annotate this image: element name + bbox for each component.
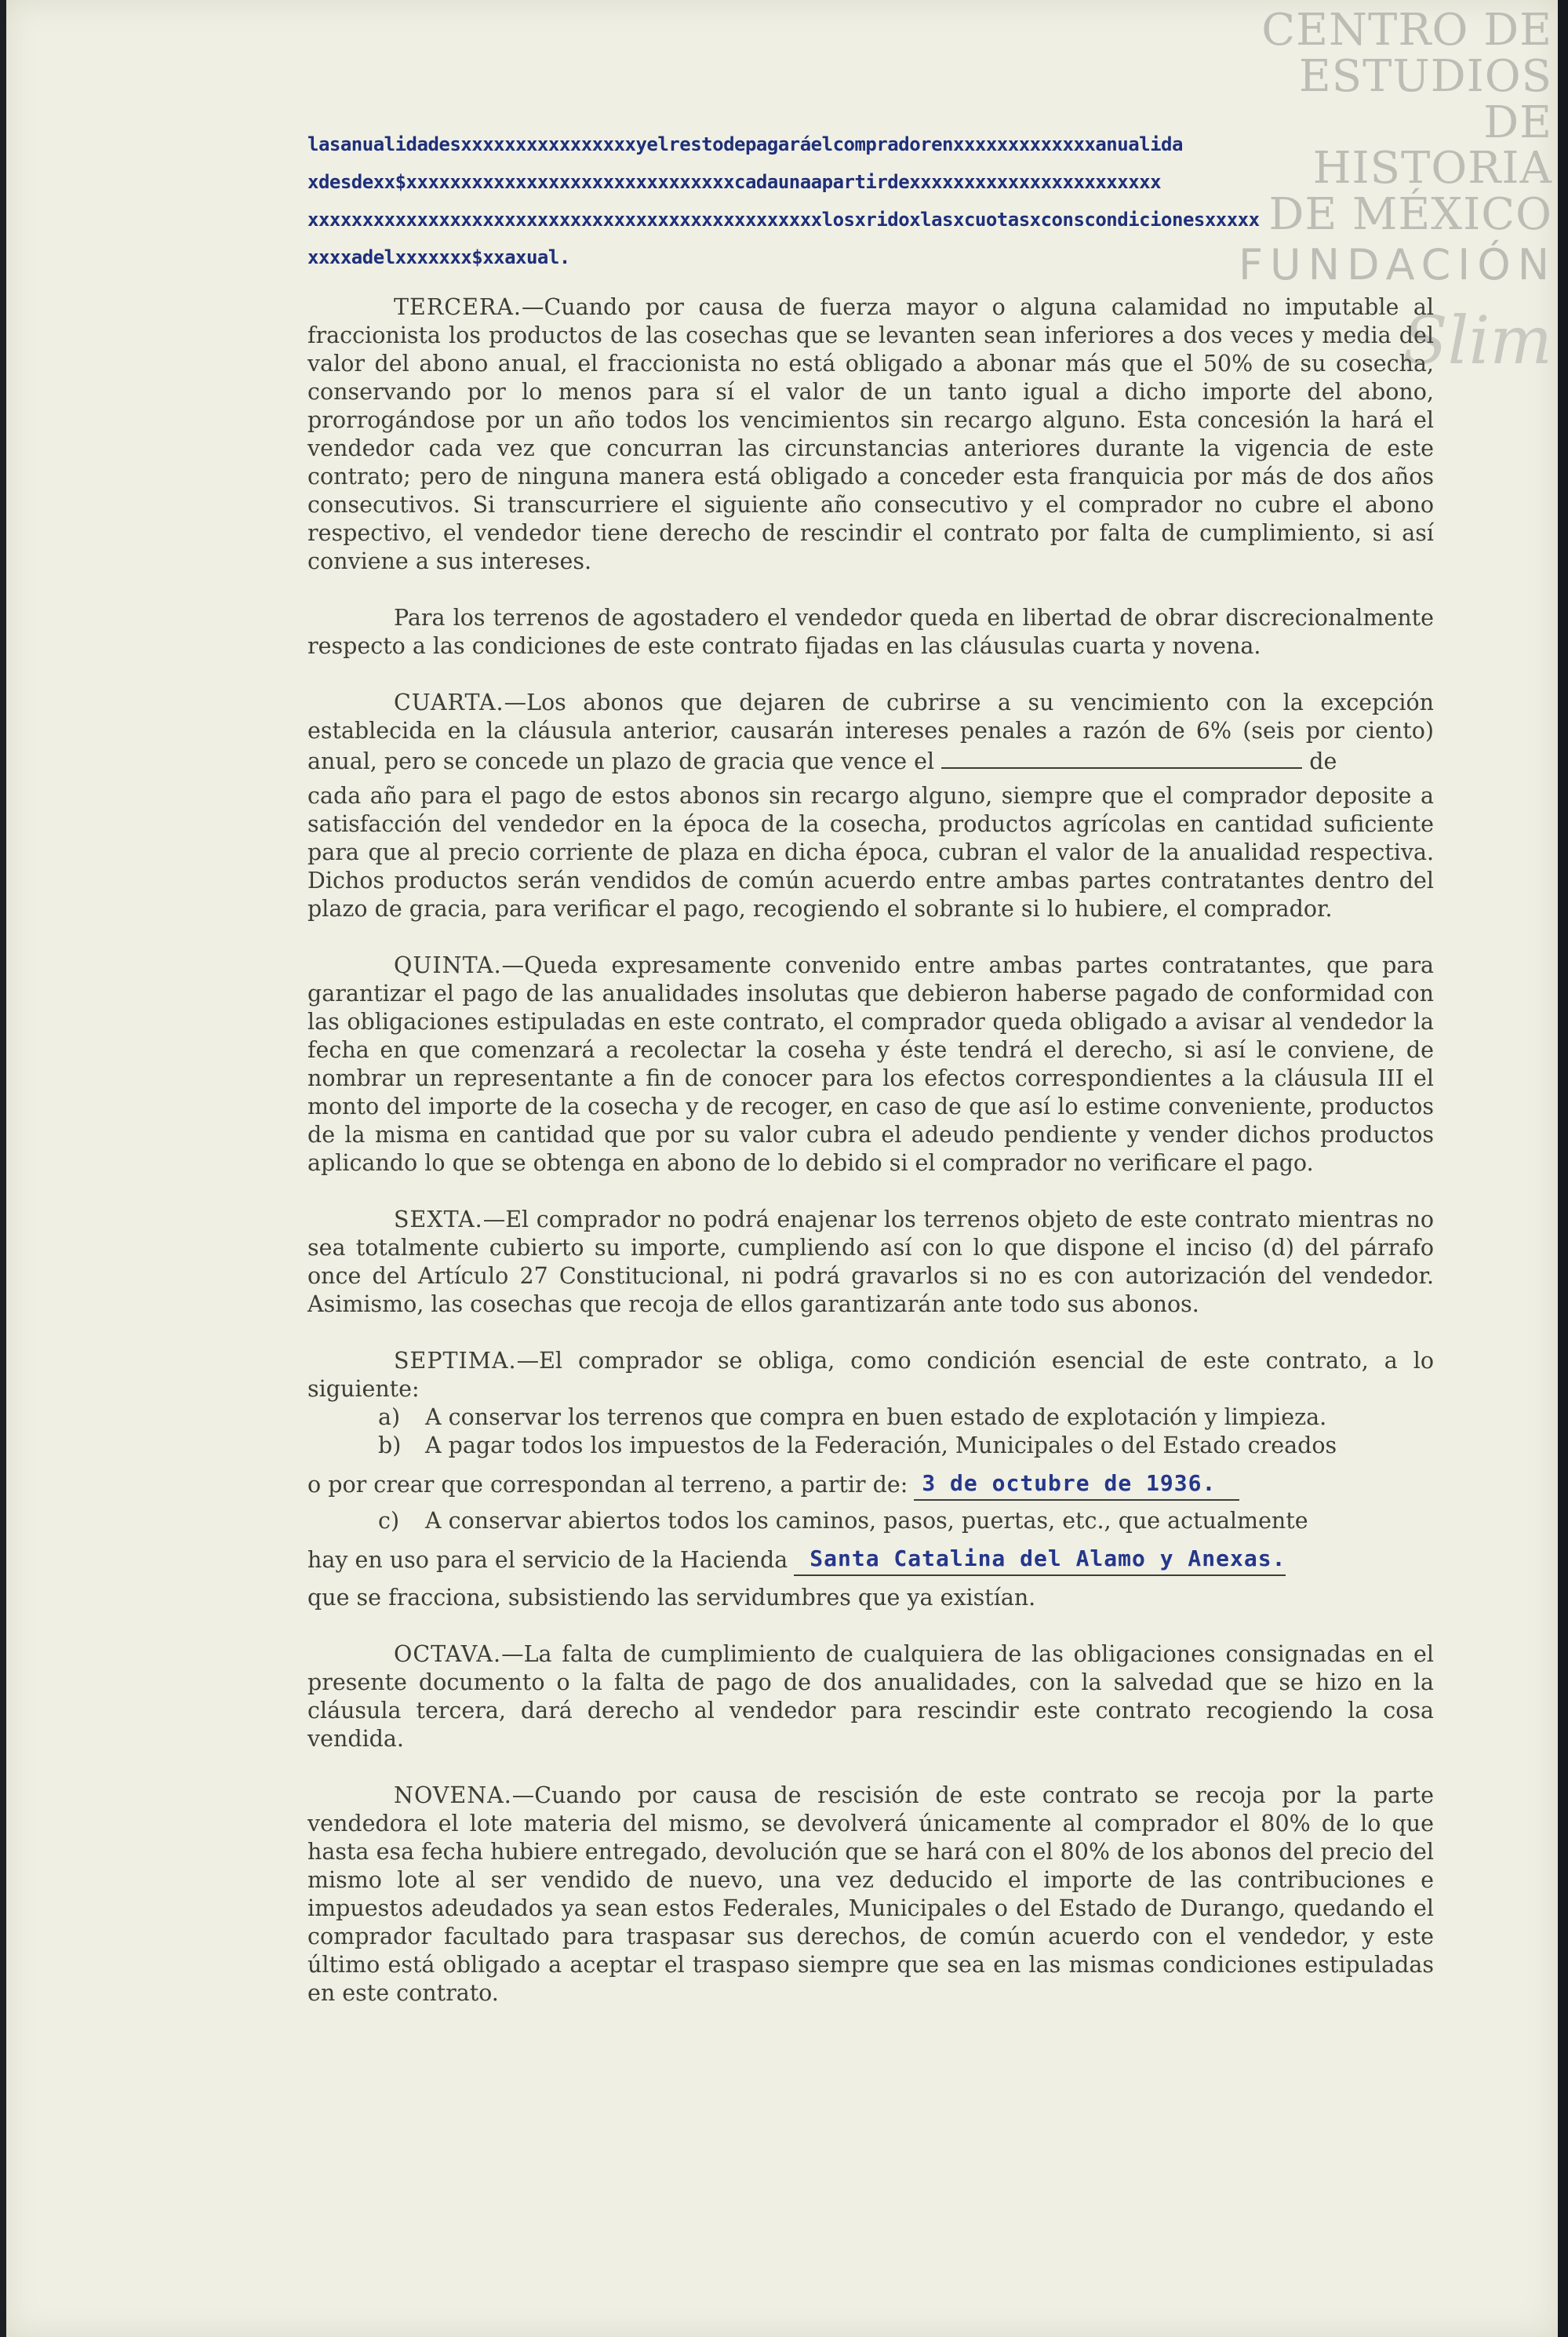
clause-text: —La falta de cumplimiento de cualquiera de las obligaciones consignadas en el presente documento o la falta de pago de dos anualidades, con la salvedad que se hizo en la cláusula tercera, dará derecho al vendedor para rescindir este contrato recogiendo la cosa vendida. xyxy=(307,1641,1434,1752)
struck-line: lasanualidadesxxxxxxxxxxxxxxxxyelrestodepagaráelcompradorenxxxxxxxxxxxxxanualida xyxy=(307,133,1183,155)
clause-octava xyxy=(307,1640,1434,1753)
clause-text: —Cuando por causa de fuerza mayor o alguna calamidad no imputable al fraccionista los productos de las cosechas que se levanten sean inferiores a dos veces y media del valor del abono anual, el fraccionista no está obligado a abonar más que el 50% de su cosecha, conservando por lo menos para sí el valor de un tanto igual a dicho importe del abono, prorrogándose por un año todos los vencimientos sin recargo alguno. Esta concesión la hará el vendedor cada vez que concurran las circunstancias anteriores durante la vigencia de este contrato; pero de ninguna manera está obligado a conceder esta franquicia por más de dos años consecutivos. Si transcurriere el siguiente año consecutivo y el comprador no cubre el abono respectivo, el vendedor tiene derecho de rescindir el contrato por falta de cumplimiento, si así conviene a sus intereses. xyxy=(307,294,1434,574)
clause-heading: TERCERA. xyxy=(394,294,522,320)
clause-text: de xyxy=(1309,748,1337,774)
tax-date-line: o por crear que correspondan al terreno, a partir de: 3 de octubre de 1936. xyxy=(307,1468,1434,1501)
clause-text: cada año para el pago de estos abonos sin recargo alguno, siempre que el comprador deposite a satisfacción del vendedor en la época de la cosecha, productos agrícolas en cantidad suficiente para que al precio corriente de plaza en dicha época, cubran el valor de la anualidad respectiva. Dichos productos serán vendidos de común acuerdo entre ambas partes contratantes dentro del plazo de gracia, para verificar el pago, recogiendo el sobrante si lo hubiere, el comprador. xyxy=(307,783,1434,922)
clause-heading: CUARTA. xyxy=(394,690,504,715)
clause-quinta xyxy=(307,952,1434,1178)
clause-text: —El comprador no podrá enajenar los terrenos objeto de este contrato mientras no sea totalmente cubierto su importe, cumpliendo así con lo que dispone el inciso (d) del párrafo once del Artículo 27 Constitucional, ni podrá gravarlos si no es con autorización del vendedor. Asimismo, las cosechas que recoja de ellos garantizarán ante todo sus abonos. xyxy=(307,1207,1434,1317)
watermark-signature: Slim xyxy=(1402,302,1552,379)
typed-date: 3 de octubre de 1936. xyxy=(922,1470,1217,1496)
clause-text: —Cuando por causa de rescisión de este contrato se recoja por la parte vendedora el lote materia del mismo, se devolverá únicamente al comprador el 80% de lo que hasta esa fecha hubiere entregado, devolución que se hará con el 80% de los abonos del precio del mismo lote al ser vendido de nuevo, una vez deducido el importe de las contribuciones e impuestos adeudados ya sean estos Federales, Municipales o del Estado de Durango, quedando el comprador facultado para traspasar sus derechos, de común acuerdo con el vendedor, y este último está obligado a aceptar el traspaso siempre que sea en las mismas condiciones estipuladas en este contrato. xyxy=(307,1782,1434,2006)
clause-text: —Queda expresamente convenido entre ambas partes contratantes, que para garantizar el pago de las anualidades insolutas que debieron haberse pagado de conformidad con las obligaciones estipuladas en este contrato, el comprador queda obligado a avisar al vendedor la fecha en que comenzará a recolectar la coseha y éste tendrá el derecho, si así le conviene, de nombrar un representante a fin de conocer para los efectos correspondientes a la cláusula III el monto del importe de la cosecha y de recoger, en caso de que así lo estime conveniente, productos de la misma en cantidad que por su valor cubra el adeudo pendiente y vender dichos productos aplicando lo que se obtenga en abono de lo debido si el comprador no verificare el pago. xyxy=(307,952,1434,1176)
list-item: b) A pagar todos los impuestos de la Federación, Municipales o del Estado creados xyxy=(378,1432,1337,1458)
clause-text: —Los abonos que dejaren de cubrirse a su vencimiento con la excepción establecida en la cláusula anterior, causarán intereses penales a razón de 6% (seis por ciento) anual, pero se concede un plazo de gracia que vence el xyxy=(307,690,1434,774)
watermark-line: CENTRO DE xyxy=(1261,5,1552,56)
struck-line: xdesdexx$xxxxxxxxxxxxxxxxxxxxxxxxxxxxxxcadaunaapartirdexxxxxxxxxxxxxxxxxxxxxxx xyxy=(307,171,1162,193)
clause-heading: OCTAVA. xyxy=(394,1641,502,1667)
clause-heading: NOVENA. xyxy=(394,1782,512,1808)
watermark-line: ESTUDIOS xyxy=(1298,50,1552,102)
scan-edge xyxy=(1558,0,1568,2337)
clause-heading: SEXTA. xyxy=(394,1207,483,1232)
hacienda-line: hay en uso para el servicio de la Hacienda Santa Catalina del Alamo y Anexas. xyxy=(307,1543,1434,1576)
clause-cuarta xyxy=(307,689,1434,923)
list-item: a) A conservar los terrenos que compra en buen estado de explotación y limpieza. xyxy=(378,1404,1327,1430)
clause-text: que se fracciona, subsistiendo las servidumbres que ya existían. xyxy=(307,1585,1036,1611)
struck-line: xxxxadelxxxxxxx$xxaxual. xyxy=(307,246,570,268)
clause-septima xyxy=(307,1347,1434,1612)
watermark-foundation: FUNDACIÓN xyxy=(1239,239,1557,289)
contract-body xyxy=(307,126,1434,2008)
typed-hacienda: Santa Catalina del Alamo y Anexas. xyxy=(809,1545,1286,1571)
clause-text: —El comprador se obliga, como condición esencial de este contrato, a lo siguiente: xyxy=(307,1348,1434,1402)
struck-line: xxxxxxxxxxxxxxxxxxxxxxxxxxxxxxxxxxxxxxxxxxxxxxxlosxridoxlasxcuotasxconscondicionesxxxxx xyxy=(307,209,1260,231)
clause-heading: SEPTIMA. xyxy=(394,1348,517,1374)
clause-agostadero: Para los terrenos de agostadero el vendedor queda en libertad de obrar discrecionalmente respecto a las condiciones de este contrato fijadas en las cláusulas cuarta y novena. xyxy=(307,605,1434,659)
list-item: c) A conservar abiertos todos los caminos, pasos, puertas, etc., que actualmente xyxy=(378,1508,1308,1534)
watermark-line: DE HISTORIA xyxy=(1312,96,1552,195)
clause-sexta xyxy=(307,1206,1434,1319)
clause-tercera xyxy=(307,293,1434,576)
clause-heading: QUINTA. xyxy=(394,952,502,978)
watermark-line: DE MÉXICO xyxy=(1268,189,1552,241)
date-blank xyxy=(941,745,1302,769)
clause-novena xyxy=(307,1782,1434,2008)
